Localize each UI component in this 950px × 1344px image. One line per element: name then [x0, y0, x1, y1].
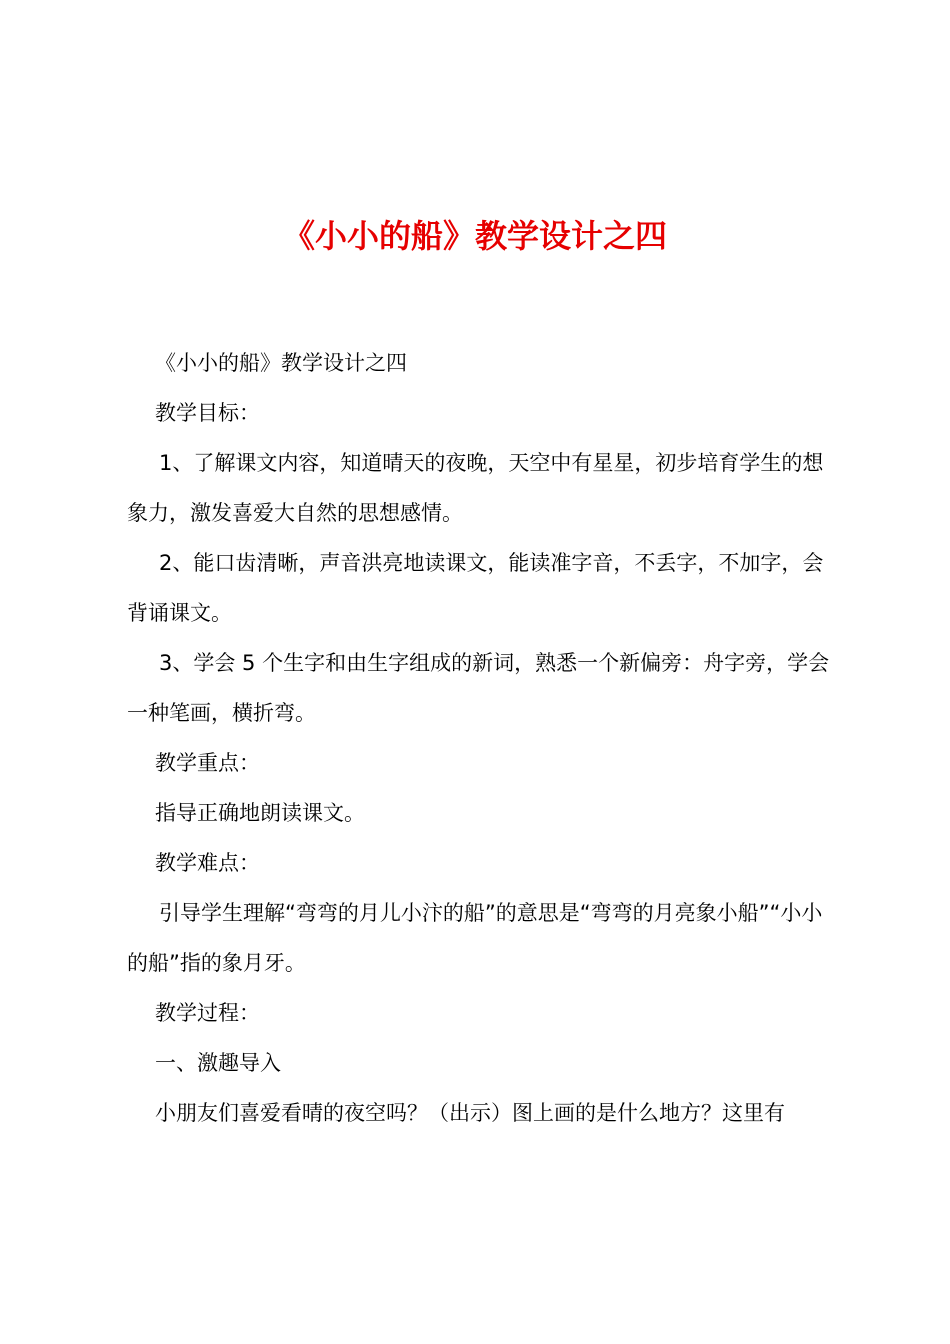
objective-1: 1、了解课文内容，知道晴天的夜晚，天空中有星星，初步培育学生的想象力，激发喜爱大自然的思想感情。	[127, 451, 824, 525]
objective-2: 2、能口齿清晰，声音洪亮地读课文，能读准字音，不丢字，不加字，会背诵课文。	[127, 551, 824, 625]
key-points-heading: 教学重点：	[155, 751, 260, 775]
objectives-heading: 教学目标：	[155, 401, 260, 425]
process-heading: 教学过程：	[155, 1001, 260, 1025]
section-1-text: 小朋友们喜爱看晴的夜空吗？（出示）图上画的是什么地方？这里有	[155, 1101, 785, 1125]
objective-3: 3、学会 5 个生字和由生字组成的新词，熟悉一个新偏旁：舟字旁，学会一种笔画，横折弯。	[127, 651, 830, 725]
difficulties-text: 引导学生理解“弯弯的月儿小汴的船”的意思是“弯弯的月亮象小船”“小小的船”指的象月牙。	[127, 901, 823, 975]
document-title: 《小小的船》教学设计之四	[282, 217, 667, 255]
difficulties-heading: 教学难点：	[155, 851, 260, 875]
key-points-text: 指导正确地朗读课文。	[155, 801, 365, 825]
section-1-heading: 一、激趣导入	[155, 1051, 281, 1075]
subtitle-paragraph: 《小小的船》教学设计之四	[155, 351, 407, 375]
document-body	[127, 338, 833, 1138]
